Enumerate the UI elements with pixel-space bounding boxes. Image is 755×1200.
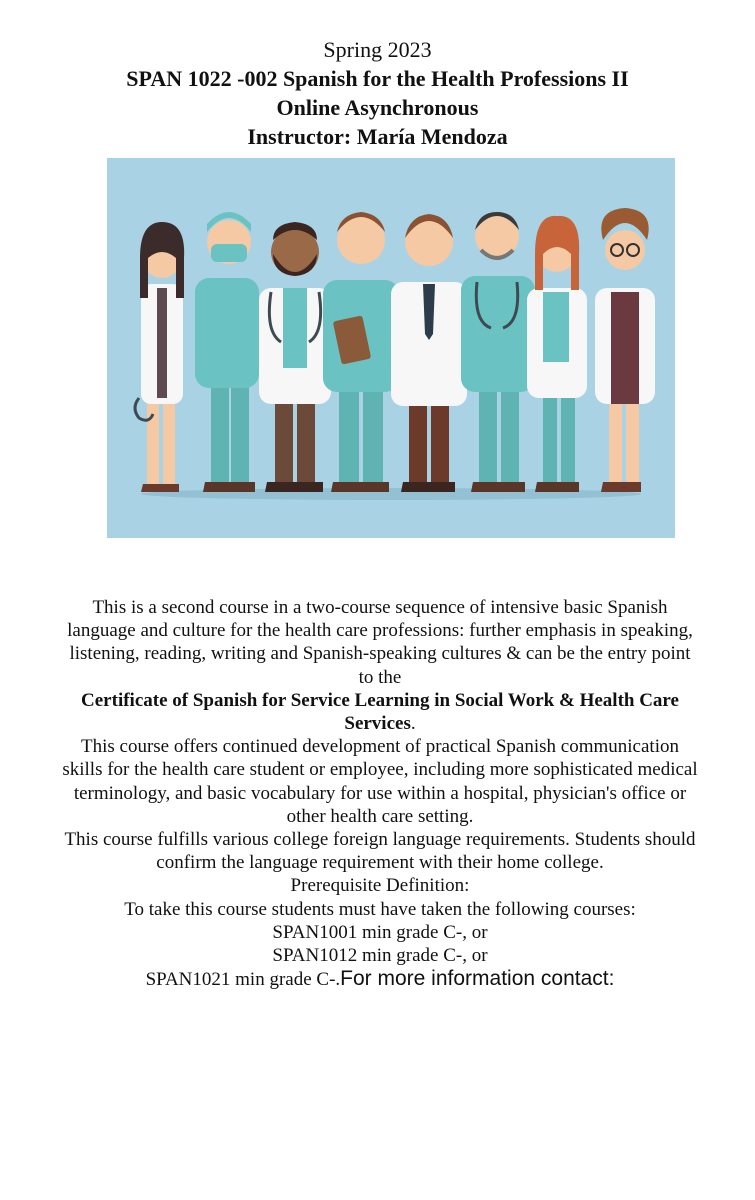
nurse-figure: [323, 212, 399, 492]
prerequisite-item: SPAN1012 min grade C-, or: [272, 945, 488, 967]
course-format: Online Asynchronous: [276, 95, 479, 120]
doctor-figure: [135, 222, 184, 492]
prerequisite-item: SPAN1001 min grade C-, or: [272, 921, 488, 943]
prerequisite-title: Prerequisite Definition:: [290, 875, 470, 897]
certificate-line: [60, 689, 700, 735]
certificate-period: .: [410, 713, 416, 735]
nurse-figure: [527, 216, 587, 492]
intro-paragraph: This is a second course in a two-course sequence of intensive basic Spanish language and culture for the health care professions: further emphasis in speaking, listening, reading, writing and Spanish-speaking cultures & can be the entry point to the: [67, 597, 693, 688]
prerequisite-intro: To take this course students must have taken the following courses:: [124, 898, 636, 920]
requirements-paragraph: This course fulfills various college foreign language requirements. Students should confirm the language requirement with their home college.: [64, 829, 696, 874]
prerequisite-item: SPAN1021 min grade C-.: [145, 969, 341, 991]
instructor-name: Instructor: María Mendoza: [247, 124, 508, 149]
surgeon-figure: [195, 212, 259, 492]
doctor-figure: [259, 222, 331, 492]
course-header: [0, 36, 755, 151]
course-description: [60, 596, 700, 991]
certificate-name: Certificate of Spanish for Service Learning in Social Work & Health Care Services: [81, 689, 679, 735]
development-paragraph: This course offers continued development of practical Spanish communication skills for the health care student or employee, including more sophisticated medical terminology, and basic vocabulary for use within a hospital, physician's office or other health care setting.: [62, 736, 698, 827]
prerequisite-last-line: [60, 967, 700, 991]
nurse-figure: [461, 212, 535, 492]
doctor-figure: [595, 208, 655, 492]
course-title: SPAN 1022 -002 Spanish for the Health Professions II: [126, 66, 629, 91]
contact-line: For more information contact:: [340, 967, 615, 991]
health-professionals-illustration: [107, 158, 675, 538]
term-label: Spring 2023: [323, 37, 432, 62]
doctor-figure: [391, 214, 467, 492]
